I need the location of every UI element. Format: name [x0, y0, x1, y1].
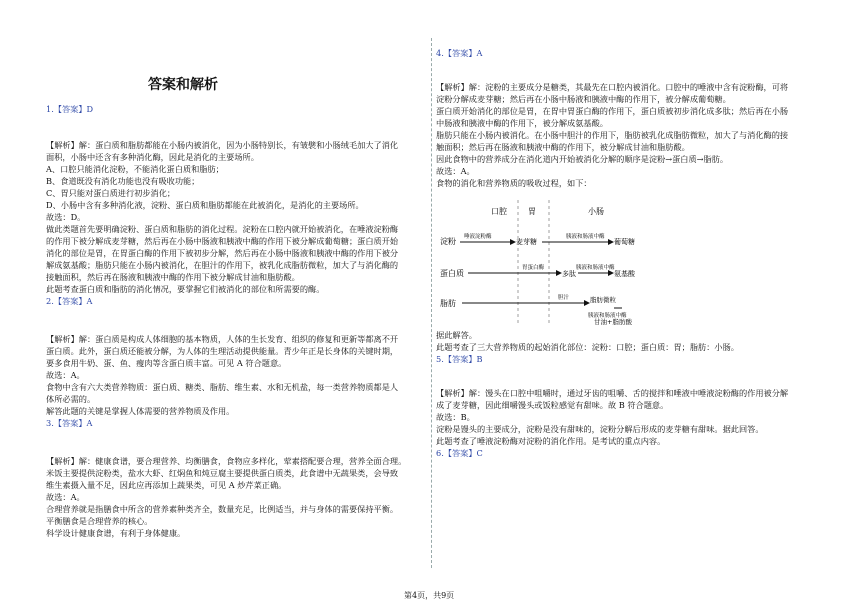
text-line: 【解析】解：淀粉的主要成分是糖类，其最先在口腔内被消化。口腔中的唾液中含有淀粉酶，可将: [436, 82, 789, 92]
enzyme-pancreatic-fat: 胰液和肠液中酶: [588, 313, 627, 319]
text-line: 解答此题的关键是掌握人体需要的营养物质及作用。: [46, 406, 235, 416]
text-line: 的作用下被分解成麦芽糖，然后再在小肠中肠液和胰液中酶的作用下被分解成葡萄糖；蛋白质开始: [46, 236, 399, 246]
text-line: 蛋白质。此外，蛋白质还能被分解，为人体的生理活动提供能量。青少年正是长身体的关键时期，: [46, 346, 399, 356]
text-line: 食物的消化和营养物质的吸收过程，如下：: [436, 178, 592, 188]
text-line: 成了麦芽糖，因此细嚼馒头或饭粒感觉有甜味。故 B 符合题意。: [436, 400, 669, 410]
text-line: 蛋白质开始消化的部位是胃，在胃中胃蛋白酶的作用下，蛋白质被初步消化成多肽；然后再在小肠: [436, 106, 789, 116]
text-line: 故选：A。: [46, 492, 85, 502]
page-title: 答案和解析: [148, 77, 218, 93]
product-polypeptide: 多肽: [562, 270, 576, 278]
text-line: 平衡膳食是合理营养的核心。: [46, 516, 153, 526]
enzyme-pancreatic-starch: 胰液和肠液中酶: [566, 234, 605, 240]
text-line: 故选：B。: [436, 412, 475, 422]
answer-heading: 2.【答案】A: [46, 296, 93, 306]
nutrient-fat: 脂肪: [440, 299, 456, 308]
text-line: 据此解答。: [436, 330, 477, 340]
product-glucose: 葡萄糖: [614, 238, 635, 246]
enzyme-pepsin: 胃蛋白酶: [522, 265, 545, 271]
text-line: C、胃只能对蛋白质进行初步消化；: [46, 188, 176, 198]
answer-heading: 4.【答案】A: [436, 48, 483, 58]
text-line: 此题考查了唾液淀粉酶对淀粉的消化作用。是考试的重点内容。: [436, 436, 666, 446]
product-glycerol-fatty-acid: 甘油+脂肪酸: [594, 318, 632, 326]
text-line: 解成氨基酸；脂肪只能在小肠内被消化，在胆汁的作用下，被乳化成脂肪微粒，加大了与消化酶的: [46, 260, 399, 270]
answer-heading: 3.【答案】A: [46, 418, 93, 428]
text-line: 要多食用牛奶、蛋、鱼、瘦肉等含蛋白质丰富。可见 A 符合题意。: [46, 358, 287, 368]
text-line: 【解析】解：蛋白质是构成人体细胞的基本物质，人体的生长发育、组织的修复和更新等都离不开: [46, 334, 399, 344]
text-line: 【解析】解：馒头在口腔中咀嚼时，通过牙齿的咀嚼、舌的搅拌和唾液中唾液淀粉酶的作用被分解: [436, 388, 789, 398]
column-divider: [431, 38, 432, 568]
answer-heading: 6.【答案】C: [436, 448, 483, 458]
text-line: 中肠液和胰液中酶的作用下，被分解成氨基酸。: [436, 118, 608, 128]
text-line: 淀粉是馒头的主要成分，淀粉是没有甜味的，淀粉分解后形成的麦芽糖有甜味。据此回答。: [436, 424, 764, 434]
text-line: 科学设计健康食谱，有利于身体健康。: [46, 528, 186, 538]
text-line: 消化的部位是胃，在胃蛋白酶的作用下被初步分解，然后再在小肠中肠液和胰液中酶的作用下被分: [46, 248, 399, 258]
text-line: 维生素摄入量不足，因此应再添加上蔬果类，可见 A 炒芹菜正确。: [46, 480, 287, 490]
text-line: B、食道既没有消化功能也没有吸收功能；: [46, 176, 200, 186]
enzyme-pancreatic-protein: 胰液和肠液中酶: [576, 265, 615, 271]
text-line: 因此食物中的营养成分在消化道内开始被消化分解的顺序是淀粉→蛋白质→脂肪。: [436, 154, 729, 164]
text-line: 食物中含有六大类营养物质：蛋白质、糖类、脂肪、维生素、水和无机盐，每一类营养物质都是人: [46, 382, 399, 392]
text-line: 【解析】解：健康食谱，要合理营养、均衡膳食，食物应多样化，荤素搭配要合理，营养全面合理。: [46, 456, 407, 466]
text-line: 触面积；然后再在肠液和胰液中酶的作用下，被分解成甘油和脂肪酸。: [436, 142, 690, 152]
text-line: 故选：A。: [436, 166, 475, 176]
text-line: 体所必需的。: [46, 394, 96, 404]
text-line: 米饭主要提供淀粉类，盐水大虾、红焖鱼和炖豆腐主要提供蛋白质类，此食谱中无蔬果类，会导致: [46, 468, 399, 478]
text-line: 故选：A。: [46, 370, 85, 380]
text-line: 故选：D。: [46, 212, 86, 222]
product-fat-droplet: 脂肪微粒: [590, 296, 616, 304]
product-amino-acid: 氨基酸: [614, 270, 635, 278]
enzyme-bile: 胆汁: [558, 295, 570, 301]
text-line: 面积，小肠中还含有多种消化酶，因此是消化的主要场所。: [46, 152, 259, 162]
text-line: 接触面积，然后再在肠液和胰液中酶的作用下被分解成甘油和脂肪酸。: [46, 272, 300, 282]
nutrient-protein: 蛋白质: [440, 269, 464, 278]
text-line: 淀粉分解成麦芽糖；然后再在小肠中肠液和胰液中酶的作用下，被分解成葡萄糖。: [436, 94, 731, 104]
header-mouth: 口腔: [491, 207, 507, 216]
product-maltose: 麦芽糖: [516, 238, 537, 246]
text-line: 合理营养就是指膳食中所含的营养素种类齐全，数量充足，比例适当，并与身体的需要保持平衡。: [46, 504, 399, 514]
text-line: 脂肪只能在小肠内被消化。在小肠中胆汁的作用下，脂肪被乳化成脂肪微粒，加大了与消化酶的接: [436, 130, 789, 140]
nutrient-starch: 淀粉: [440, 237, 456, 246]
text-line: 此题考查了三大营养物质的起始消化部位：淀粉：口腔；蛋白质：胃；脂肪：小肠。: [436, 342, 739, 352]
text-line: 此题考查蛋白质和脂肪的消化情况，要掌握它们被消化的部位和所需要的酶。: [46, 284, 325, 294]
text-line: A、口腔只能消化淀粉，不能消化蛋白质和脂肪；: [46, 164, 224, 174]
text-line: 做此类题首先要明确淀粉、蛋白质和脂肪的消化过程。淀粉在口腔内就开始被消化，在唾液淀粉酶: [46, 224, 399, 234]
answer-heading: 1.【答案】D: [46, 104, 94, 114]
answer-heading: 5.【答案】B: [436, 354, 483, 364]
header-intestine: 小肠: [588, 207, 604, 216]
text-line: 【解析】解：蛋白质和脂肪都能在小肠内被消化，因为小肠特别长，有皱襞和小肠绒毛加大了消化: [46, 140, 399, 150]
page-footer: 第4页，共9页: [404, 591, 455, 600]
enzyme-saliva-amylase: 唾液淀粉酶: [464, 234, 492, 240]
text-line: D、小肠中含有多种消化液，淀粉、蛋白质和脂肪都能在此被消化，是消化的主要场所。: [46, 200, 364, 210]
header-stomach: 胃: [528, 207, 536, 216]
digestion-diagram: [438, 200, 638, 326]
